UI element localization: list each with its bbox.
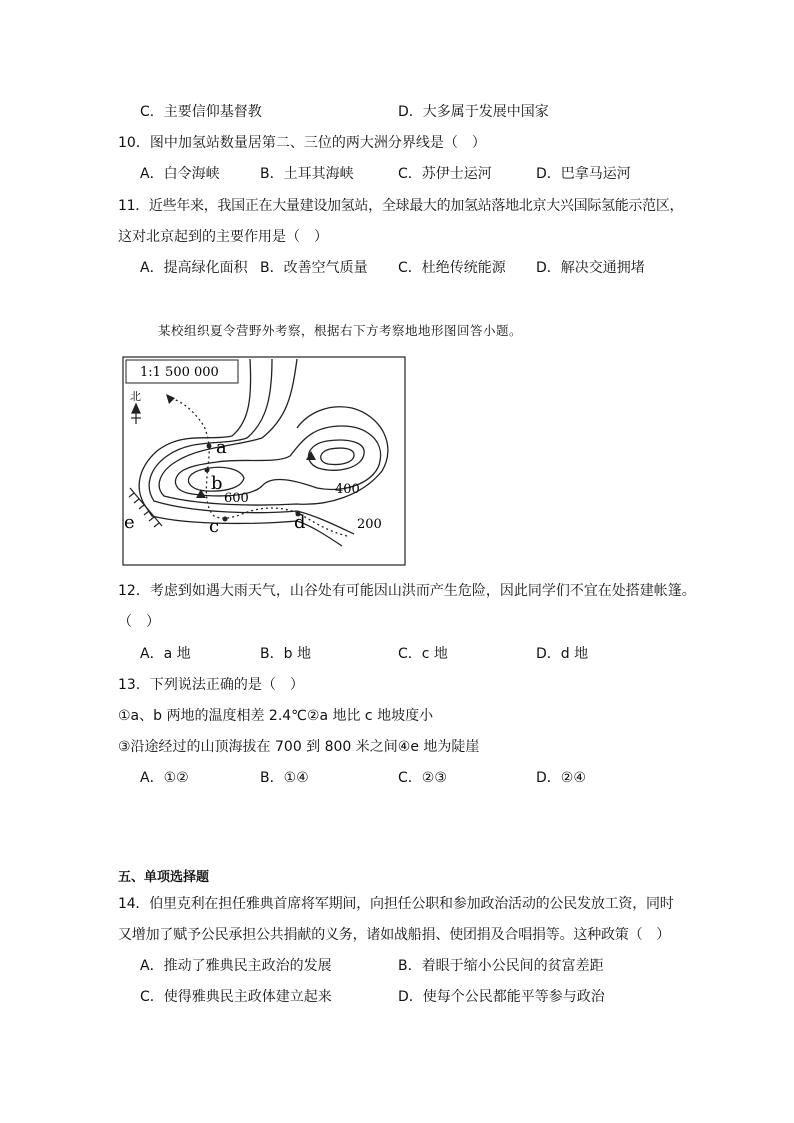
contour-label-200: 200 xyxy=(357,517,382,532)
q9-option-c: C．主要信仰基督教 xyxy=(140,104,262,120)
q11-option-d: D．解决交通拥堵 xyxy=(536,260,645,276)
q14-option-a: A．推动了雅典民主政治的发展 xyxy=(140,958,332,974)
q10-stem: 10．图中加氢站数量居第二、三位的两大洲分界线是（ ） xyxy=(118,135,486,151)
north-label: 北 xyxy=(130,390,141,403)
q13-statement1: ①a、b 两地的温度相差 2.4℃②a 地比 c 地坡度小 xyxy=(118,708,434,724)
section-title: 五、单项选择题 xyxy=(118,870,210,885)
q13-statement2: ③沿途经过的山顶海拔在 700 到 800 米之间④e 地为陡崖 xyxy=(118,739,480,755)
label-a: a xyxy=(216,437,227,458)
q14-option-c: C．使得雅典民主政体建立起来 xyxy=(140,989,332,1005)
q11-option-a: A．提高绿化面积 xyxy=(140,260,248,276)
q10-option-a: A．白令海峡 xyxy=(140,166,220,182)
point-b xyxy=(205,468,210,473)
label-c: c xyxy=(209,516,220,537)
q11-option-b: B．改善空气质量 xyxy=(260,260,368,276)
q12-option-c: C．c 地 xyxy=(398,646,448,662)
q9-option-d: D．大多属于发展中国家 xyxy=(398,104,549,120)
scale-text: 1:1 500 000 xyxy=(140,365,219,380)
q10-option-c: C．苏伊士运河 xyxy=(398,166,492,182)
q12-option-d: D．d 地 xyxy=(536,646,589,662)
q14-option-d: D．使每个公民都能平等参与政治 xyxy=(398,989,605,1005)
contour-label-400: 400 xyxy=(335,482,360,497)
q13-option-d: D．②④ xyxy=(536,770,586,786)
q12-stem: 12．考虑到如遇大雨天气，山谷处有可能因山洪而产生危险，因此同学们不宜在处搭建帐篷。 xyxy=(118,583,696,599)
q11-stem-line1: 11．近些年来，我国正在大量建设加氢站，全球最大的加氢站落地北京大兴国际氢能示范区， xyxy=(118,198,684,214)
map-intro: 某校组织夏令营野外考察，根据右下方考察地地形图回答小题。 xyxy=(158,323,523,338)
q14-stem-line2: 又增加了赋予公民承担公共捐献的义务，诸如战船捐、使团捐及合唱捐等。这种政策（ ） xyxy=(118,927,670,943)
topographic-map xyxy=(122,356,406,566)
label-d: d xyxy=(294,512,306,533)
q12-bracket: （ ） xyxy=(118,614,160,630)
q10-option-d: D．巴拿马运河 xyxy=(536,166,631,182)
q12-option-a: A．a 地 xyxy=(140,646,191,662)
label-b: b xyxy=(211,473,223,494)
point-a xyxy=(207,444,212,449)
q13-option-c: C．②③ xyxy=(398,770,447,786)
q10-option-b: B．土耳其海峡 xyxy=(260,166,354,182)
point-c xyxy=(223,517,228,522)
q14-stem-line1: 14．伯里克利在担任雅典首席将军期间，向担任公职和参加政治活动的公民发放工资，同时 xyxy=(118,896,674,912)
contour-label-600: 600 xyxy=(224,491,249,506)
q13-stem: 13．下列说法正确的是（ ） xyxy=(118,677,304,693)
label-e: e xyxy=(124,512,135,533)
q13-option-a: A．①② xyxy=(140,770,189,786)
q11-option-c: C．杜绝传统能源 xyxy=(398,260,506,276)
q14-option-b: B．着眼于缩小公民间的贫富差距 xyxy=(398,958,604,974)
q11-stem-line2: 这对北京起到的主要作用是（ ） xyxy=(118,229,328,245)
q12-option-b: B．b 地 xyxy=(260,646,311,662)
q13-option-b: B．①④ xyxy=(260,770,309,786)
